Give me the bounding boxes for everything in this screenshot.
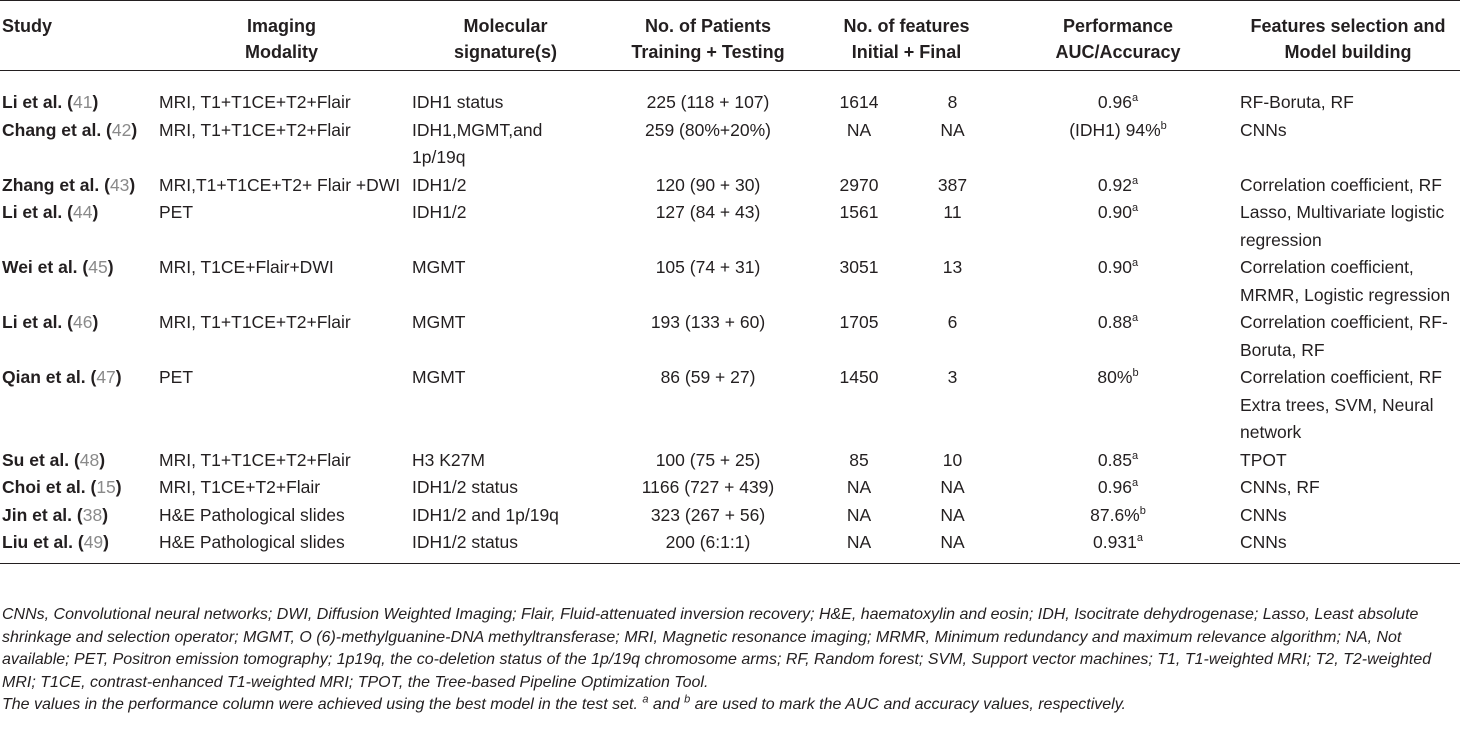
- table-row: [0, 474, 1460, 502]
- cell-patients: 200 (6:1:1): [603, 529, 813, 563]
- cell-model-building: CNNs: [1236, 529, 1460, 563]
- cell-signature: IDH1/2 status: [408, 529, 603, 563]
- reference-link[interactable]: 41: [72, 92, 93, 112]
- table-row: [0, 117, 1460, 172]
- cell-patients: 120 (90 + 30): [655, 174, 761, 195]
- cell-features-initial: NA: [813, 529, 905, 563]
- cell-signature: IDH1/2 status: [412, 477, 519, 497]
- cell-features-initial: 2970: [839, 174, 879, 195]
- table-row: [0, 529, 1460, 563]
- superscript-mark: b: [1132, 367, 1139, 380]
- cell-model-building: TPOT: [1240, 449, 1287, 470]
- cell-modality: PET: [159, 367, 194, 387]
- reference-link[interactable]: 49: [83, 532, 104, 552]
- table-footnotes: [2, 604, 1458, 717]
- cell-study: Wei et al. (45): [2, 257, 114, 277]
- cell-study: Li et al. (46): [2, 312, 99, 332]
- cell-model-building: Correlation coefficient, MRMR, Logistic regression: [1240, 257, 1451, 305]
- cell-signature: IDH1,MGMT,and 1p/19q: [412, 119, 543, 167]
- cell-model-building: Correlation coefficient, RF Extra trees, SVM, Neural network: [1240, 367, 1442, 442]
- cell-model-building: RF-Boruta, RF: [1240, 92, 1354, 112]
- superscript-mark: a: [1131, 257, 1139, 270]
- cell-features-initial: 1614: [839, 92, 879, 112]
- reference-link[interactable]: 48: [79, 449, 100, 470]
- cell-features-final: 13: [942, 257, 963, 277]
- cell-model-building: Lasso, Multivariate logistic regression: [1240, 202, 1445, 250]
- cell-features-initial: 1561: [839, 202, 879, 222]
- cell-features-final: 8: [947, 92, 958, 112]
- table-header-row: [0, 1, 1460, 71]
- cell-study: Li et al. (41): [2, 92, 99, 112]
- cell-features-final: 11: [943, 202, 962, 222]
- cell-features-final: NA: [940, 477, 965, 497]
- cell-study: Su et al. (48): [2, 449, 106, 470]
- table-row: [0, 364, 1460, 447]
- cell-model-building: Correlation coefficient, RF: [1240, 174, 1442, 195]
- cell-performance: 0.85$^a$: [1097, 449, 1139, 470]
- cell-modality: H&E Pathological slides: [159, 504, 345, 525]
- superscript-mark: b: [1160, 119, 1167, 132]
- superscript-mark: a: [1131, 202, 1139, 215]
- cell-modality: PET: [159, 202, 194, 222]
- table-row: [0, 447, 1460, 475]
- cell-features-initial: 1705: [839, 312, 879, 332]
- cell-performance: 0.90$^a$: [1097, 257, 1139, 277]
- cell-signature: IDH1/2: [412, 202, 467, 222]
- cell-patients: 323 (267 + 56): [650, 504, 766, 525]
- superscript-mark: a: [1136, 532, 1143, 545]
- cell-model-building: CNNs: [1240, 119, 1287, 140]
- cell-performance: 0.96$^a$: [1097, 92, 1139, 112]
- cell-performance: 0.88$^a$: [1097, 312, 1139, 332]
- cell-features-initial: NA: [846, 119, 872, 140]
- cell-model-building: CNNs: [1240, 504, 1287, 525]
- cell-study: Chang et al. (42): [2, 119, 138, 140]
- cell-study: Qian et al. (47): [2, 367, 122, 387]
- cell-performance: 0.92$^a$: [1097, 174, 1139, 195]
- cell-modality: MRI, T1+T1CE+T2+Flair: [159, 92, 351, 112]
- cell-model-building: Correlation coefficient, RF-Boruta, RF: [1240, 312, 1448, 360]
- reference-link[interactable]: 42: [111, 119, 132, 140]
- table-row: [0, 199, 1460, 254]
- table-row: [0, 254, 1460, 309]
- performance-note: The values in the performance column were achieved using the best model in the test set. $^a$ and $^b$ are used to mark the AUC and accuracy values, respectively.: [2, 694, 1126, 714]
- superscript-mark: b: [1139, 504, 1146, 517]
- cell-signature: IDH1 status: [412, 92, 504, 112]
- superscript-mark: a: [1131, 174, 1139, 187]
- cell-features-final: NA: [905, 529, 1000, 563]
- cell-features-initial: 3051: [839, 257, 879, 277]
- reference-link[interactable]: 15: [96, 477, 116, 497]
- header-features: No. of features Initial + Final: [813, 1, 1000, 71]
- cell-signature: IDH1/2: [412, 174, 467, 195]
- cell-patients: 86 (59 + 27): [660, 367, 756, 387]
- cell-patients: 127 (84 + 43): [655, 202, 761, 222]
- cell-signature: MGMT: [412, 257, 466, 277]
- cell-patients: 105 (74 + 31): [655, 257, 761, 277]
- cell-patients: 259 (80%+20%): [645, 119, 771, 140]
- reference-link[interactable]: 47: [96, 367, 116, 387]
- cell-modality: MRI, T1+T1CE+T2+Flair: [159, 312, 351, 332]
- reference-link[interactable]: 38: [82, 504, 103, 525]
- cell-modality: MRI, T1+T1CE+T2+Flair: [159, 119, 351, 140]
- cell-features-initial: 85: [849, 449, 869, 470]
- table-row: [0, 172, 1460, 200]
- cell-modality: MRI, T1CE+Flair+DWI: [159, 257, 334, 277]
- cell-patients: 100 (75 + 25): [655, 449, 761, 470]
- header-model-building: Features selection and Model building: [1236, 1, 1460, 71]
- cell-signature: IDH1/2 and 1p/19q: [412, 504, 559, 525]
- cell-performance: 0.90$^a$: [1097, 202, 1139, 222]
- superscript-mark: a: [1131, 477, 1139, 490]
- cell-features-final: 387: [937, 174, 968, 195]
- cell-performance: 0.931$^a$: [1000, 529, 1236, 563]
- cell-features-initial: NA: [846, 504, 872, 525]
- cell-performance: 87.6%$^b$: [1090, 504, 1146, 525]
- cell-features-final: NA: [940, 119, 965, 140]
- reference-link[interactable]: 43: [109, 174, 130, 195]
- header-patients: No. of Patients Training + Testing: [603, 1, 813, 71]
- cell-features-final: 6: [947, 312, 958, 332]
- cell-study: Liu et al. (49): [0, 529, 155, 563]
- cell-signature: H3 K27M: [412, 449, 485, 470]
- cell-features-final: NA: [940, 504, 965, 525]
- cell-signature: MGMT: [412, 312, 466, 332]
- table-body: [0, 71, 1460, 564]
- cell-performance: 80%$^b$: [1097, 367, 1139, 387]
- cell-study: Jin et al. (38): [2, 504, 109, 525]
- superscript-mark-a: a: [642, 694, 649, 707]
- header-performance: Performance AUC/Accuracy: [1000, 1, 1236, 71]
- cell-performance: (IDH1) 94%$^b$: [1069, 119, 1167, 140]
- cell-patients: 225 (118 + 107): [646, 92, 770, 112]
- superscript-mark: a: [1131, 449, 1139, 462]
- cell-model-building: CNNs, RF: [1240, 477, 1320, 497]
- abbreviations-note: CNNs, Convolutional neural networks; DWI, Diffusion Weighted Imaging; Flair, Fluid-attenuated inversion recovery; H&E, haematoxylin and eosin; IDH, Isocitrate dehydrogenase; Lasso, Least absolute shrinkage and selection operator; MGMT, O (6)-methylguanine-DNA methyltransferase; MRI, Magnetic resonance imaging; MRMR, Minimum redundancy and maximum relevance algorithm; NA, Not available; PET, Positron emission tomography; 1p19q, the co-deletion status of the 1p/19q chromosome arms; RF, Random forest; SVM, Support vector machines; T1, T1-weighted MRI; T2, T2-weighted MRI; T1CE, contrast-enhanced T1-weighted MRI; TPOT, the Tree-based Pipeline Optimization Tool.: [2, 606, 1432, 691]
- cell-study: Choi et al. (15): [2, 477, 122, 497]
- cell-modality: H&E Pathological slides: [155, 529, 408, 563]
- cell-modality: MRI,T1+T1CE+T2+ Flair +DWI: [159, 174, 401, 195]
- reference-link[interactable]: 44: [72, 202, 93, 222]
- cell-features-initial: NA: [846, 477, 872, 497]
- cell-study: Zhang et al. (43): [2, 174, 136, 195]
- header-study: Study: [0, 1, 155, 71]
- superscript-mark: a: [1131, 312, 1139, 325]
- header-molecular-signature: Molecular signature(s): [408, 1, 603, 71]
- cell-modality: MRI, T1CE+T2+Flair: [159, 477, 321, 497]
- superscript-mark: a: [1131, 92, 1139, 105]
- table-row: [0, 71, 1460, 117]
- cell-patients: 193 (133 + 60): [650, 312, 766, 332]
- superscript-mark-b: b: [684, 694, 691, 707]
- cell-performance: 0.96$^a$: [1097, 477, 1139, 497]
- cell-study: Li et al. (44): [2, 202, 99, 222]
- reference-link[interactable]: 46: [72, 312, 93, 332]
- table-row: [0, 502, 1460, 530]
- cell-features-final: 10: [942, 449, 963, 470]
- header-imaging-modality: Imaging Modality: [155, 1, 408, 71]
- cell-features-final: 3: [947, 367, 958, 387]
- cell-patients: 1166 (727 + 439): [641, 477, 775, 497]
- cell-modality: MRI, T1+T1CE+T2+Flair: [159, 449, 351, 470]
- table-row: [0, 309, 1460, 364]
- reference-link[interactable]: 45: [88, 257, 108, 277]
- cell-signature: MGMT: [412, 367, 466, 387]
- cell-features-initial: 1450: [839, 367, 879, 387]
